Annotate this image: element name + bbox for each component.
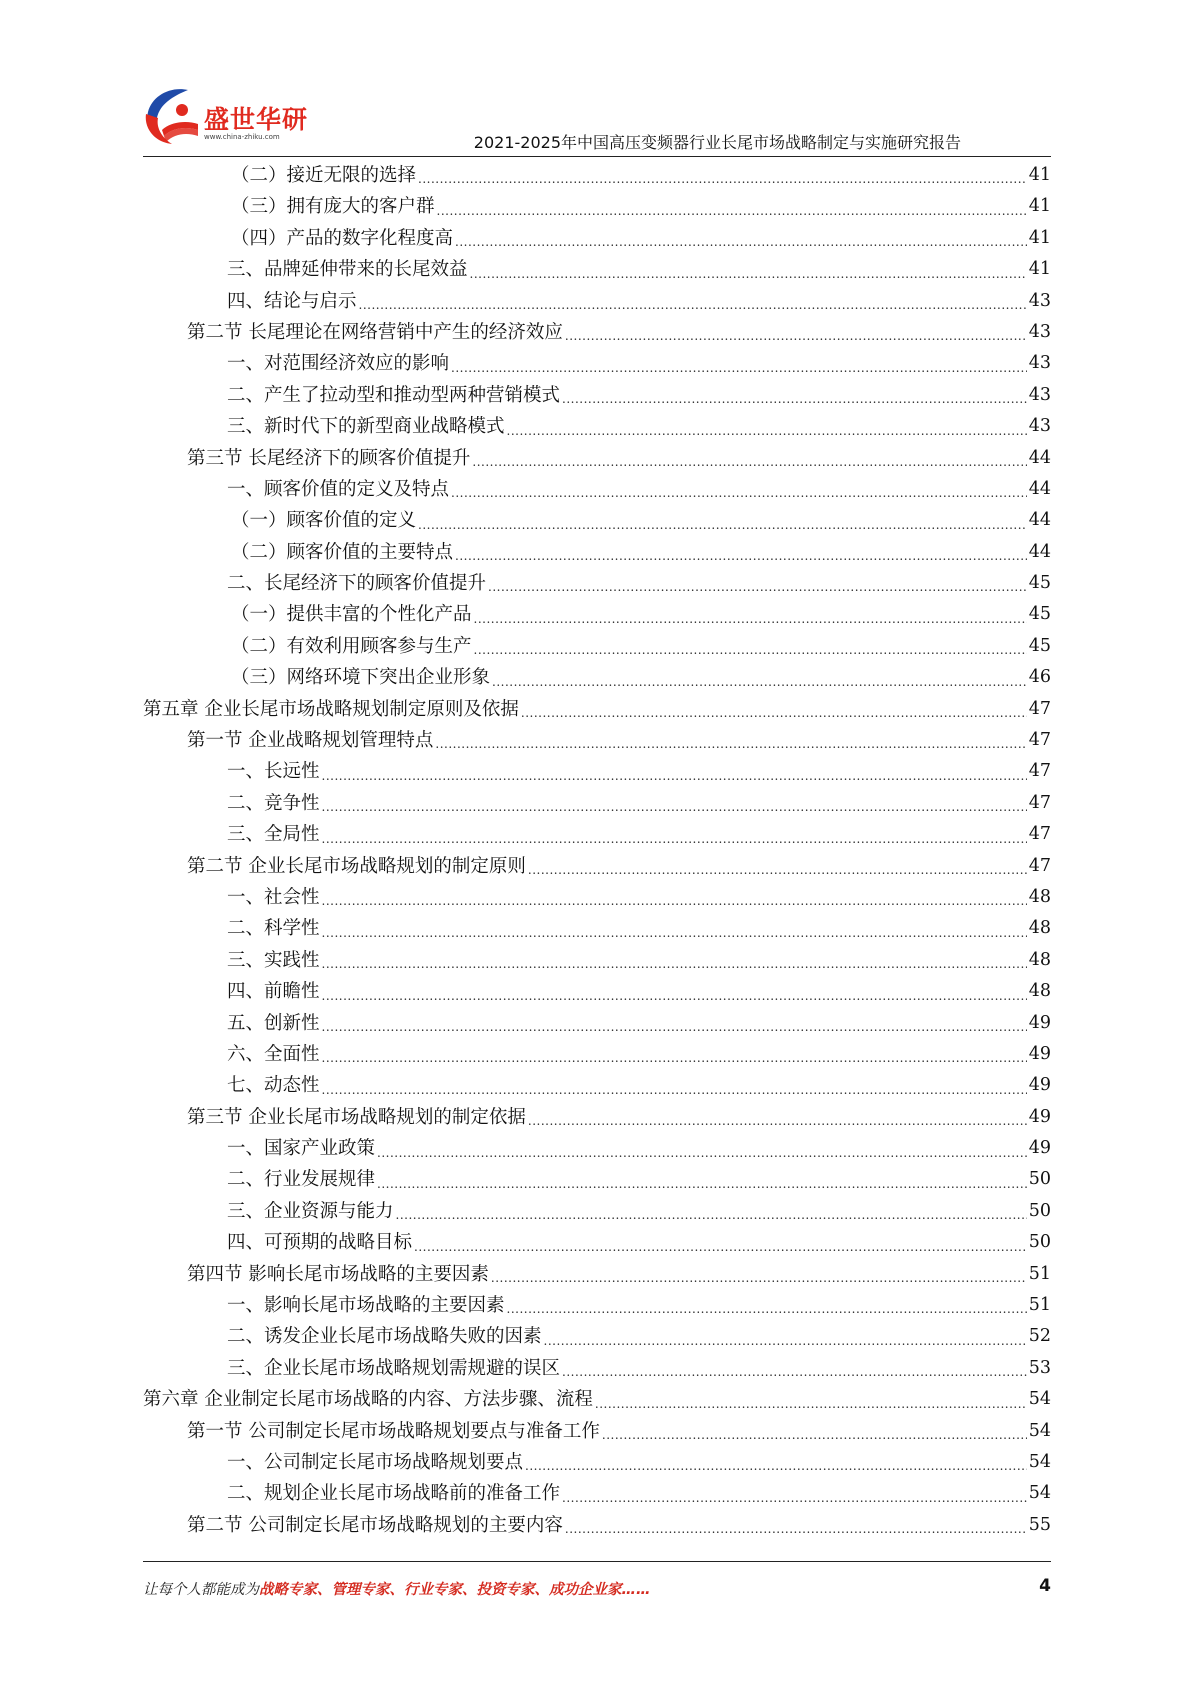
toc-entry-page: 47	[1028, 824, 1051, 845]
toc-leader-dots	[418, 513, 1027, 537]
footer-divider	[143, 1561, 1051, 1562]
toc-entry-page: 47	[1028, 698, 1051, 719]
toc-entry-page: 47	[1028, 792, 1051, 813]
toc-entry-page: 43	[1028, 290, 1051, 311]
toc-entry-title: 三、新时代下的新型商业战略模式	[227, 416, 505, 438]
toc-entry-title: 五、创新性	[227, 1012, 320, 1034]
toc-entry-page: 44	[1028, 478, 1051, 499]
toc-leader-dots	[602, 1423, 1027, 1447]
toc-entry-title: 三、企业长尾市场战略规划需规避的误区	[227, 1357, 561, 1379]
toc-entry-page: 53	[1028, 1357, 1051, 1378]
toc-leader-dots	[322, 795, 1027, 819]
toc-entry[interactable]	[143, 1102, 1051, 1133]
logo-name: 盛世华研	[204, 105, 309, 134]
toc-leader-dots	[562, 387, 1027, 411]
toc-leader-dots	[418, 167, 1027, 191]
toc-leader-dots	[322, 921, 1027, 945]
toc-entry[interactable]	[143, 505, 1051, 536]
toc-entry[interactable]	[143, 1008, 1051, 1039]
toc-entry[interactable]	[143, 1510, 1051, 1541]
toc-entry[interactable]	[143, 1447, 1051, 1478]
toc-entry-title: （二）顾客价值的主要特点	[231, 541, 454, 563]
toc-entry[interactable]	[143, 380, 1051, 411]
toc-leader-dots	[322, 764, 1027, 788]
toc-entry-page: 54	[1028, 1452, 1051, 1472]
toc-entry-page: 47	[1028, 855, 1051, 876]
report-title: 2021-2025年中国高压变频器行业长尾市场战略制定与实施研究报告	[473, 133, 961, 152]
toc-leader-dots	[488, 575, 1027, 599]
toc-entry[interactable]	[143, 1039, 1051, 1070]
toc-entry-title: 六、全面性	[227, 1043, 320, 1065]
toc-leader-dots	[544, 1329, 1027, 1353]
toc-entry-page: 44	[1028, 510, 1051, 531]
toc-entry-page: 50	[1028, 1200, 1051, 1221]
toc-entry-page: 54	[1028, 1420, 1051, 1441]
toc-entry-page: 50	[1028, 1169, 1051, 1190]
toc-entry-page: 48	[1028, 949, 1051, 970]
toc-leader-dots	[565, 1517, 1027, 1541]
toc-entry[interactable]	[143, 913, 1051, 944]
toc-entry[interactable]	[143, 599, 1051, 630]
toc-entry[interactable]	[143, 254, 1051, 285]
toc-entry-title: 二、规划企业长尾市场战略前的准备工作	[227, 1483, 561, 1505]
toc-entry-page: 51	[1028, 1263, 1051, 1284]
toc-entry-page: 54	[1028, 1389, 1051, 1410]
toc-entry-title: 第一节 公司制定长尾市场战略规划要点与准备工作	[187, 1420, 600, 1442]
toc-entry[interactable]	[143, 819, 1051, 850]
logo-url: www.china-zhiku.com	[204, 133, 280, 141]
toc-entry[interactable]	[143, 1478, 1051, 1509]
toc-entry[interactable]	[143, 788, 1051, 819]
header-divider	[143, 156, 1051, 157]
toc-entry-page: 43	[1028, 321, 1051, 342]
toc-entry[interactable]	[143, 882, 1051, 913]
logo-emblem-icon	[142, 84, 208, 148]
toc-leader-dots	[562, 1360, 1027, 1384]
toc-leader-dots	[322, 984, 1027, 1008]
toc-leader-dots	[377, 1141, 1027, 1165]
toc-entry[interactable]	[143, 976, 1051, 1007]
toc-entry-title: 二、产生了拉动型和推动型两种营销模式	[227, 384, 561, 406]
toc-entry-title: 第三节 长尾经济下的顾客价值提升	[187, 447, 471, 469]
toc-entry-title: （三）拥有庞大的客户群	[231, 196, 435, 218]
toc-entry[interactable]	[143, 945, 1051, 976]
toc-entry[interactable]	[143, 1133, 1051, 1164]
toc-entry-title: 二、竞争性	[227, 792, 320, 814]
toc-entry-title: 二、行业发展规律	[227, 1169, 376, 1191]
toc-entry[interactable]	[143, 1290, 1051, 1321]
toc-entry-page: 46	[1028, 667, 1051, 688]
toc-leader-dots	[562, 1486, 1027, 1510]
toc-leader-dots	[474, 607, 1027, 631]
toc-leader-dots	[322, 1015, 1027, 1039]
toc-leader-dots	[322, 952, 1027, 976]
toc-leader-dots	[451, 356, 1027, 380]
toc-entry-page: 41	[1028, 227, 1051, 248]
toc-entry-page: 55	[1028, 1514, 1051, 1535]
toc-entry-page: 41	[1028, 196, 1051, 217]
footer-slogan	[143, 1578, 651, 1599]
toc-entry-title: 一、影响长尾市场战略的主要因素	[227, 1295, 505, 1317]
toc-entry[interactable]	[143, 756, 1051, 787]
toc-entry-title: 一、国家产业政策	[227, 1138, 376, 1160]
toc-entry-title: （四）产品的数字化程度高	[231, 227, 454, 249]
toc-leader-dots	[437, 199, 1027, 223]
toc-entry-page: 47	[1028, 761, 1051, 782]
toc-entry[interactable]	[143, 411, 1051, 442]
toc-entry-page: 50	[1028, 1232, 1051, 1253]
toc-entry-page: 41	[1028, 259, 1051, 280]
toc-entry-page: 45	[1028, 573, 1051, 594]
toc-entry-title: 一、公司制定长尾市场战略规划要点	[227, 1452, 524, 1473]
toc-entry[interactable]	[143, 725, 1051, 756]
toc-leader-dots	[472, 450, 1026, 474]
toc-leader-dots	[396, 1203, 1027, 1227]
toc-entry[interactable]	[143, 1416, 1051, 1447]
toc-leader-dots	[525, 1454, 1027, 1478]
toc-entry[interactable]	[143, 568, 1051, 599]
toc-entry-title: 四、结论与启示	[227, 290, 357, 312]
toc-entry[interactable]	[143, 1321, 1051, 1352]
toc-leader-dots	[470, 262, 1027, 286]
toc-leader-dots	[435, 732, 1026, 756]
toc-leader-dots	[521, 701, 1027, 725]
toc-entry-title: 三、企业资源与能力	[227, 1200, 394, 1222]
toc-entry-title: 第五章 企业长尾市场战略规划制定原则及依据	[143, 698, 519, 720]
table-of-contents	[143, 160, 1051, 1541]
toc-leader-dots	[455, 230, 1027, 254]
toc-leader-dots	[451, 481, 1027, 505]
toc-entry-page: 45	[1028, 604, 1051, 625]
footer-slogan-highlight: 战略专家、管理专家、行业专家、投资专家、成功企业家……	[259, 1582, 651, 1598]
toc-entry-page: 43	[1028, 353, 1051, 374]
toc-leader-dots	[507, 1297, 1027, 1321]
toc-entry[interactable]	[143, 851, 1051, 882]
toc-leader-dots	[322, 1078, 1027, 1102]
toc-leader-dots	[322, 889, 1027, 913]
toc-entry[interactable]	[143, 631, 1051, 662]
toc-entry[interactable]	[143, 160, 1051, 191]
toc-entry[interactable]	[143, 474, 1051, 505]
toc-entry-page: 47	[1028, 730, 1051, 751]
toc-entry-page: 49	[1028, 1043, 1051, 1064]
toc-entry-title: 第二节 长尾理论在网络营销中产生的经济效应	[187, 321, 563, 343]
toc-entry-title: （二）接近无限的选择	[231, 164, 417, 186]
toc-entry[interactable]	[143, 662, 1051, 693]
toc-entry-title: 二、长尾经济下的顾客价值提升	[227, 573, 487, 595]
toc-entry-page: 48	[1028, 886, 1051, 907]
toc-entry-page: 49	[1028, 1075, 1051, 1096]
toc-entry-title: 二、科学性	[227, 918, 320, 940]
toc-entry[interactable]	[143, 223, 1051, 254]
toc-leader-dots	[414, 1235, 1027, 1259]
toc-entry-title: 第二节 公司制定长尾市场战略规划的主要内容	[187, 1514, 563, 1536]
toc-entry-page: 49	[1028, 1012, 1051, 1033]
toc-entry-title: 七、动态性	[227, 1075, 320, 1097]
toc-entry-page: 49	[1028, 1106, 1051, 1127]
toc-leader-dots	[528, 1109, 1027, 1133]
toc-entry[interactable]	[143, 191, 1051, 222]
toc-leader-dots	[474, 638, 1027, 662]
toc-leader-dots	[455, 544, 1027, 568]
toc-entry-page: 44	[1028, 447, 1051, 468]
toc-leader-dots	[491, 1266, 1027, 1290]
toc-leader-dots	[322, 1046, 1027, 1070]
toc-entry-title: （一）提供丰富的个性化产品	[231, 604, 472, 626]
toc-leader-dots	[507, 419, 1027, 443]
toc-entry-title: 第六章 企业制定长尾市场战略的内容、方法步骤、流程	[143, 1389, 593, 1411]
toc-entry-page: 45	[1028, 635, 1051, 656]
toc-entry[interactable]	[143, 1165, 1051, 1196]
toc-entry[interactable]	[143, 694, 1051, 725]
toc-leader-dots	[377, 1172, 1027, 1196]
toc-leader-dots	[565, 324, 1027, 348]
toc-entry[interactable]	[143, 1384, 1051, 1415]
toc-leader-dots	[595, 1392, 1027, 1416]
toc-entry-title: 三、实践性	[227, 949, 320, 971]
toc-entry-title: 第二节 企业长尾市场战略规划的制定原则	[187, 855, 526, 877]
footer-slogan-prefix: 让每个人都能成为	[143, 1582, 259, 1598]
toc-entry-title: 一、对范围经济效应的影响	[227, 353, 450, 375]
toc-entry-title: （二）有效利用顾客参与生产	[231, 635, 472, 657]
toc-entry-title: 第三节 企业长尾市场战略规划的制定依据	[187, 1106, 526, 1128]
toc-entry-title: 三、品牌延伸带来的长尾效益	[227, 259, 468, 281]
toc-leader-dots	[528, 858, 1027, 882]
toc-leader-dots	[322, 827, 1027, 851]
toc-entry-page: 41	[1028, 164, 1051, 185]
toc-leader-dots	[492, 670, 1027, 694]
toc-entry-title: 一、长远性	[227, 761, 320, 783]
toc-entry-title: 第四节 影响长尾市场战略的主要因素	[187, 1263, 489, 1285]
toc-entry-title: 一、社会性	[227, 886, 320, 908]
toc-entry[interactable]	[143, 537, 1051, 568]
toc-entry[interactable]	[143, 1070, 1051, 1101]
logo	[142, 84, 312, 148]
toc-entry-title: （三）网络环境下突出企业形象	[231, 667, 491, 689]
toc-entry[interactable]	[143, 1227, 1051, 1258]
toc-entry-page: 43	[1028, 384, 1051, 405]
toc-entry[interactable]	[143, 1196, 1051, 1227]
toc-entry[interactable]	[143, 443, 1051, 474]
toc-entry-page: 52	[1028, 1326, 1051, 1347]
toc-entry-title: 四、前瞻性	[227, 981, 320, 1003]
page-number: 4	[1039, 1576, 1051, 1596]
toc-leader-dots	[359, 293, 1027, 317]
toc-entry-page: 48	[1028, 918, 1051, 939]
toc-entry-title: 四、可预期的战略目标	[227, 1232, 413, 1254]
toc-entry[interactable]	[143, 317, 1051, 348]
toc-entry-title: 二、诱发企业长尾市场战略失败的因素	[227, 1326, 542, 1348]
toc-entry[interactable]	[143, 1353, 1051, 1384]
toc-entry[interactable]	[143, 1259, 1051, 1290]
toc-entry-page: 49	[1028, 1138, 1051, 1159]
toc-entry-page: 48	[1028, 981, 1051, 1002]
page-header	[0, 0, 1191, 160]
toc-entry-title: 第一节 企业战略规划管理特点	[187, 730, 434, 752]
toc-entry-page: 44	[1028, 541, 1051, 562]
toc-entry-title: 一、顾客价值的定义及特点	[227, 478, 450, 500]
toc-entry-page: 43	[1028, 416, 1051, 437]
toc-entry-title: （一）顾客价值的定义	[231, 510, 417, 532]
toc-entry-page: 54	[1028, 1483, 1051, 1504]
toc-entry[interactable]	[143, 286, 1051, 317]
toc-entry-title: 三、全局性	[227, 824, 320, 846]
toc-entry-page: 51	[1028, 1295, 1051, 1316]
toc-entry[interactable]	[143, 348, 1051, 379]
